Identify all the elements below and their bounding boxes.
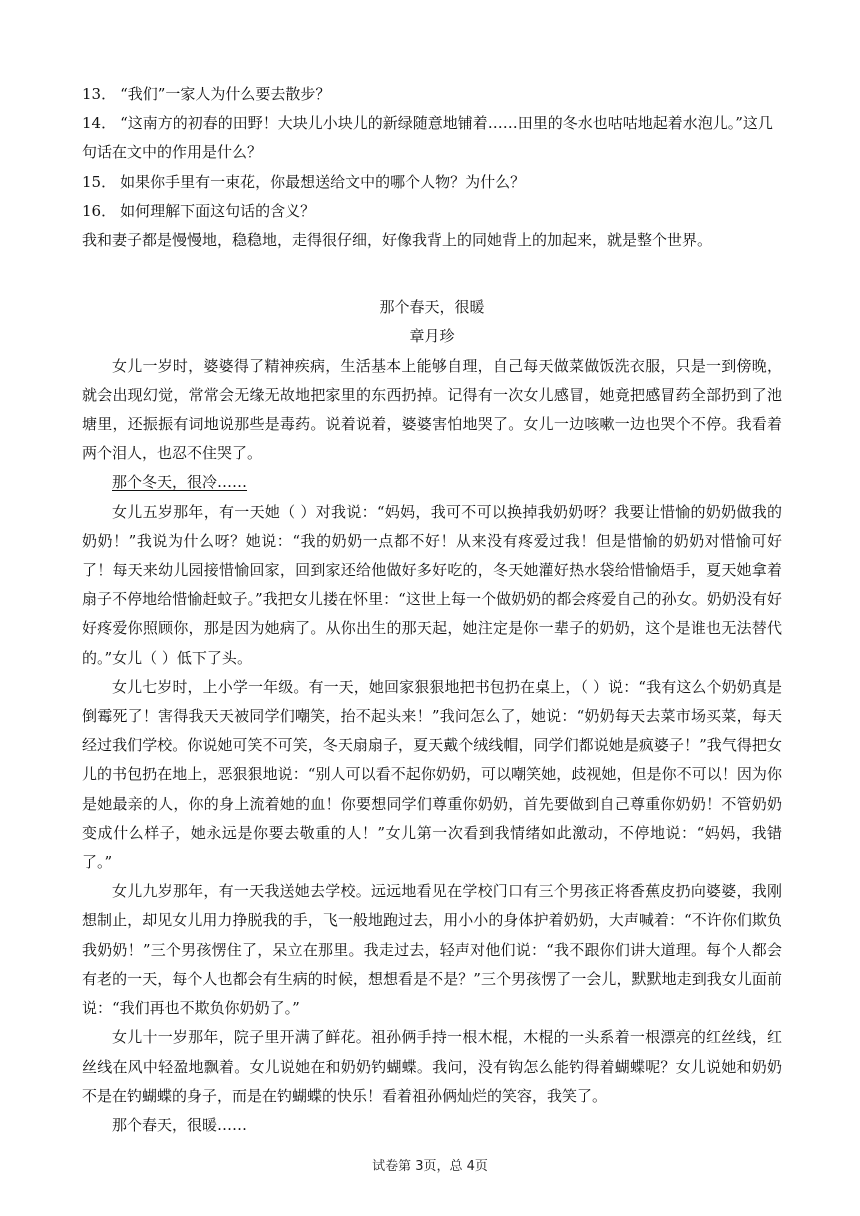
question-text: 如果你手里有一束花，你最想送给文中的哪个人物？为什么？ bbox=[120, 172, 526, 191]
section-heading bbox=[82, 468, 782, 497]
question-text: “我们”一家人为什么要去散步？ bbox=[120, 85, 331, 103]
article-author: 章月珍 bbox=[409, 327, 455, 346]
article-paragraph: 女儿九岁那年，有一天我送她去学校。远远地看见在学校门口有三个男孩正将香蕉皮扔向婆婆，我刚想制止，却见女儿用力挣脱我的手，飞一般地跑过去，用小小的身体护着奶奶，大声喊着：“不许你们欺负我奶奶！”三个男孩愣住了，呆立在那里。我走过去，轻声对他们说：“我不跟你们讲大道理。每个人都会有老的一天，每个人也都会有生病的时候，想想看是不是？”三个男孩愣了一会儿，默默地走到我女儿面前说：“我们再也不欺负你奶奶了。” bbox=[82, 882, 782, 1018]
question-number: 13． bbox=[82, 85, 117, 103]
article-paragraph: 女儿一岁时，婆婆得了精神疾病，生活基本上能够自理，自己每天做菜做饭洗衣服，只是一到傍晚，就会出现幻觉，常常会无缘无故地把家里的东西扔掉。记得有一次女儿感冒，她竟把感冒药全部扔到了池塘里，还振振有词地说那些是毒药。说着说着，婆婆害怕地哭了。女儿一边咳嗽一边也哭个不停。我看着两个泪人，也忍不住哭了。 bbox=[82, 356, 782, 463]
section-spacer bbox=[82, 255, 782, 293]
page-footer: 试卷第 3页，总 4页 bbox=[372, 1159, 488, 1174]
article-title: 那个春天，很暖 bbox=[379, 298, 485, 317]
question-16-quote: 我和妻子都是慢慢地，稳稳地，走得很仔细，好像我背上的同她背上的加起来，就是整个世界。 bbox=[82, 231, 713, 250]
question-15 bbox=[82, 168, 782, 197]
question-14 bbox=[82, 109, 782, 167]
underlined-heading: 那个冬天，很冷…… bbox=[112, 473, 248, 492]
question-13 bbox=[82, 80, 782, 109]
question-text: “这南方的初春的田野！大块儿小块儿的新绿随意地铺着……田里的冬水也咕咕地起着水泡儿。”这几句话在文中的作用是什么？ bbox=[82, 114, 773, 162]
article-paragraph: 女儿七岁时，上小学一年级。有一天，她回家狠狠地把书包扔在桌上，（ ）说：“我有这么个奶奶真是倒霉死了！害得我天天被同学们嘲笑，抬不起头来！”我问怎么了，她说：“奶奶每天去菜市场买菜，每天经过我们学校。你说她可笑不可笑，冬天扇扇子，夏天戴个绒线帽，同学们都说她是疯婆子！”我气得把女儿的书包扔在地上，恶狠狠地说：“别人可以看不起你奶奶，可以嘲笑她，歧视她，但是你不可以！因为你是她最亲的人，你的身上流着她的血！你要想同学们尊重你奶奶，首先要做到自己尊重你奶奶！不管奶奶变成什么样子，她永远是你要去敬重的人！”女儿第一次看到我情绪如此激动，不停地说：“妈妈，我错了。” bbox=[82, 677, 782, 872]
article-paragraph: 女儿十一岁那年，院子里开满了鲜花。祖孙俩手持一根木棍，木棍的一头系着一根漂亮的红丝线，红丝线在风中轻盈地飘着。女儿说她在和奶奶钓蝴蝶。我问，没有钩怎么能钓得着蝴蝶呢？女儿说她和奶奶不是在钓蝴蝶的身子，而是在钓蝴蝶的快乐！看着祖孙俩灿烂的笑容，我笑了。 bbox=[82, 1028, 782, 1105]
question-text: 如何理解下面这句话的含义？ bbox=[120, 201, 316, 220]
question-number: 15． bbox=[82, 172, 117, 191]
question-number: 16． bbox=[82, 201, 117, 220]
question-16 bbox=[82, 197, 782, 226]
article-closing: 那个春天，很暖…… bbox=[112, 1115, 248, 1134]
article-paragraph: 女儿五岁那年，有一天她（ ）对我说：“妈妈，我可不可以换掉我奶奶呀？我要让惜愉的奶奶做我的奶奶！”我说为什么呀？她说：“我的奶奶一点都不好！从来没有疼爱过我！但是惜愉的奶奶对惜愉可好了！每天来幼儿园接惜愉回家，回到家还给他做好多好吃的，冬天她灌好热水袋给惜愉焐手，夏天她拿着扇子不停地给惜愉赶蚊子。”我把女儿搂在怀里：“这世上每一个做奶奶的都会疼爱自己的孙女。奶奶没有好好疼爱你照顾你，那是因为她病了。从你出生的那天起，她注定是你一辈子的奶奶，这个是谁也无法替代的。”女儿（ ）低下了头。 bbox=[82, 502, 782, 667]
page-content bbox=[82, 80, 782, 1140]
question-number: 14． bbox=[82, 114, 117, 133]
